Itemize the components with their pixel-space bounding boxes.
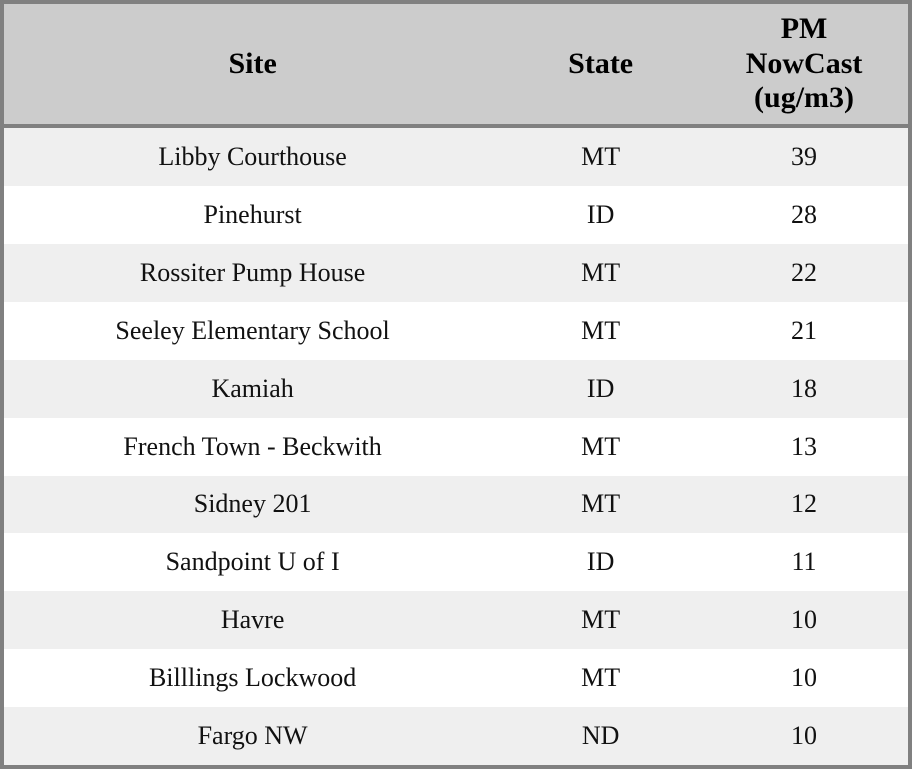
cell-pm-nowcast: 39 [700,126,908,187]
cell-state: MT [501,302,700,360]
column-header-site [4,4,501,126]
column-header-pm-nowcast [700,4,908,126]
cell-site: Seeley Elementary School [4,302,501,360]
column-header-pm-nowcast-line1: PM [780,12,828,45]
cell-pm-nowcast: 28 [700,186,908,244]
cell-site: French Town - Beckwith [4,418,501,476]
cell-pm-nowcast: 10 [700,649,908,707]
cell-pm-nowcast: 10 [700,707,908,765]
table-row [4,186,908,244]
table-body [4,126,908,766]
cell-state: MT [501,418,700,476]
column-header-site-label: Site [228,46,277,80]
cell-pm-nowcast: 10 [700,591,908,649]
table-row [4,418,908,476]
column-header-pm-nowcast-line2: NowCast [745,46,863,80]
cell-state: ID [501,360,700,418]
cell-state: ID [501,533,700,591]
table-header-row [4,4,908,126]
cell-state: MT [501,126,700,187]
table-row [4,126,908,187]
cell-site: Libby Courthouse [4,126,501,187]
cell-state: ID [501,186,700,244]
cell-pm-nowcast: 21 [700,302,908,360]
cell-pm-nowcast: 22 [700,244,908,302]
cell-pm-nowcast: 12 [700,476,908,534]
table-row [4,302,908,360]
table-header [4,4,908,126]
table-row [4,707,908,765]
cell-site: Pinehurst [4,186,501,244]
cell-site: Sandpoint U of I [4,533,501,591]
cell-site: Rossiter Pump House [4,244,501,302]
pm-nowcast-table [4,4,908,765]
cell-state: MT [501,244,700,302]
table-row [4,476,908,534]
table-row [4,360,908,418]
cell-site: Havre [4,591,501,649]
cell-state: MT [501,649,700,707]
cell-pm-nowcast: 13 [700,418,908,476]
cell-state: ND [501,707,700,765]
cell-pm-nowcast: 11 [700,533,908,591]
table-row [4,591,908,649]
cell-site: Fargo NW [4,707,501,765]
table-row [4,244,908,302]
cell-pm-nowcast: 18 [700,360,908,418]
cell-site: Billlings Lockwood [4,649,501,707]
cell-site: Kamiah [4,360,501,418]
column-header-state-label: State [568,46,634,80]
cell-state: MT [501,476,700,534]
cell-site: Sidney 201 [4,476,501,534]
table-row [4,649,908,707]
column-header-pm-nowcast-line3: (ug/m3) [754,81,855,114]
table-row [4,533,908,591]
cell-state: MT [501,591,700,649]
column-header-state [501,4,700,126]
